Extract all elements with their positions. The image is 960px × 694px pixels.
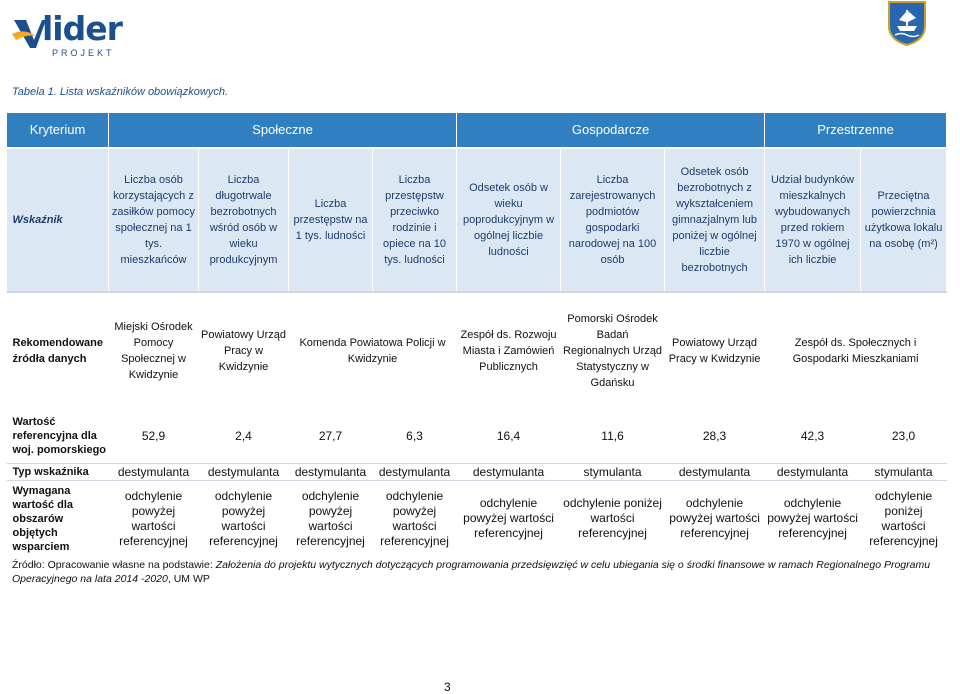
indicator-cell: Liczba osób korzystających z zasiłków pomocy społecznej na 1 tys. mieszkańców [109,148,199,292]
indicator-cell: Liczba długotrwale bezrobotnych wśród osób w wieku produkcyjnym [199,148,289,292]
type-cell: destymulanta [289,464,373,481]
required-cell: odchylenie powyżej wartości referencyjnej [767,496,858,541]
value-cell: 2,4 [235,429,252,444]
indicator-cell: Przeciętna powierzchnia użytkowa lokalu na osobę (m²) [861,148,947,292]
source-cell: Komenda Powiatowa Policji w Kwidzynie [289,292,457,410]
value-cell: 6,3 [406,429,423,444]
header-gospodarcze: Gospodarcze [457,113,765,148]
required-cell: odchylenie powyżej wartości referencyjnej [380,488,449,548]
required-cell: odchylenie powyżej wartości referencyjnej [463,496,554,541]
value-cell: 23,0 [891,429,916,444]
indicator-row [7,148,947,292]
source-cell: Powiatowy Urząd Pracy w Kwidzynie [665,292,765,410]
indicator-type-row [7,464,947,481]
type-cell: stymulanta [561,464,665,481]
type-cell: destymulanta [457,464,561,481]
source-title: Założenia do projektu wytycznych dotyczących programowania przedsięwzięć w celu ubiegania się o środki finansowe w ramach Regionalnego Programu Operacyjnego na lata 2014 -2020 [12,559,931,585]
logo-word: lider [42,9,122,48]
indicator-cell: Liczba zarejestrowanych podmiotów gospodarki narodowej na 100 osób [561,148,665,292]
value-cell: 11,6 [601,429,624,444]
row-label-wartosc: Wartość referencyjna dla woj. pomorskiego [12,416,107,457]
type-cell: stymulanta [861,464,947,481]
source-suffix: , UM WP [167,573,210,585]
required-cell: odchylenie powyżej wartości referencyjnej [209,488,278,548]
type-cell: destymulanta [373,464,457,481]
value-cell: 27,7 [318,429,343,444]
data-sources-row [7,292,947,410]
indicators-table [6,112,947,557]
header-row [7,113,947,148]
source-prefix: Źródło: Opracowanie własne na podstawie: [12,559,216,571]
required-cell: odchylenie powyżej wartości referencyjnej [296,488,365,548]
type-cell: destymulanta [765,464,861,481]
city-crest-icon [887,0,927,46]
row-label-zrodla: Rekomendowane źródła danych [7,292,109,410]
header-przestrzenne: Przestrzenne [765,113,947,148]
indicator-cell: Liczba przestępstw przeciwko rodzinie i opiece na 10 tys. ludności [373,148,457,292]
source-cell: Miejski Ośrodek Pomocy Społecznej w Kwidzynie [109,292,199,410]
row-label-wymagana: Wymagana wartość dla obszarów objętych wsparciem [12,484,74,553]
header-kryterium: Kryterium [7,113,109,148]
indicator-cell: Odsetek osób bezrobotnych z wykształceniem gimnazjalnym lub poniżej w ogólnej liczbie bezrobotnych [665,148,765,292]
required-cell: odchylenie powyżej wartości referencyjnej [119,488,188,548]
logo-subtitle: PROJEKT [52,48,115,58]
table-caption: Tabela 1. Lista wskaźników obowiązkowych. [12,86,229,98]
row-label-typ: Typ wskaźnika [7,464,109,481]
value-cell: 52,9 [141,429,166,444]
source-cell: Pomorski Ośrodek Badań Regionalnych Urząd Statystyczny w Gdańsku [561,292,665,410]
indicator-cell: Udział budynków mieszkalnych wybudowanych przed rokiem 1970 w ogólnej ich liczbie [765,148,861,292]
type-cell: destymulanta [199,464,289,481]
reference-values-row [7,410,947,464]
source-cell: Zespół ds. Społecznych i Gospodarki Mieszkaniami [765,292,947,410]
source-cell: Zespół ds. Rozwoju Miasta i Zamówień Publicznych [457,292,561,410]
required-value-row [7,481,947,557]
type-cell: destymulanta [109,464,199,481]
source-note [12,558,942,586]
row-label-wskaznik: Wskaźnik [7,148,109,292]
page-number: 3 [444,680,451,694]
source-cell: Powiatowy Urząd Pracy w Kwidzynie [199,292,289,410]
lider-projekt-logo [12,9,124,58]
value-cell: 16,4 [496,429,521,444]
indicator-cell: Liczba przestępstw na 1 tys. ludności [289,148,373,292]
header-spoleczne: Społeczne [109,113,457,148]
required-cell: odchylenie powyżej wartości referencyjnej [669,496,760,541]
type-cell: destymulanta [665,464,765,481]
required-cell: odchylenie poniżej wartości referencyjnej [563,496,662,541]
value-cell: 42,3 [800,429,825,444]
value-cell: 28,3 [702,429,727,444]
required-cell: odchylenie poniżej wartości referencyjnej [869,488,938,548]
indicator-cell: Odsetek osób w wieku poprodukcyjnym w ogólnej liczbie ludności [457,148,561,292]
